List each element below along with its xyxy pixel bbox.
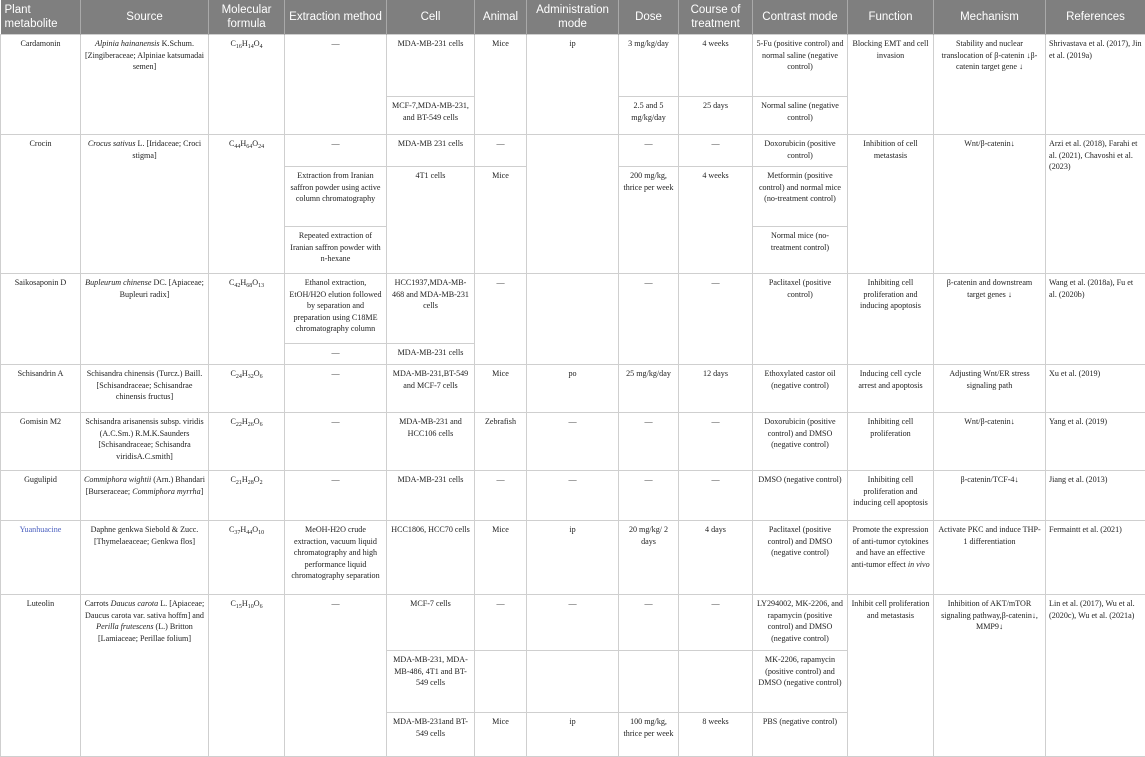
- references-cell: Fermaintt et al. (2021): [1046, 521, 1145, 595]
- animal-cell: —: [475, 274, 527, 365]
- course-cell: —: [679, 135, 753, 167]
- mechanism-cell: Activate PKC and induce THP-1 differentiation: [934, 521, 1046, 595]
- header-dose: Dose: [619, 0, 679, 35]
- references-cell: Shrivastava et al. (2017), Jin et al. (2019a): [1046, 35, 1145, 135]
- references-cell: Arzi et al. (2018), Farahi et al. (2021), Chavoshi et al. (2023): [1046, 135, 1145, 274]
- extraction-cell: —: [285, 365, 387, 413]
- metabolite-cell[interactable]: [1, 521, 81, 595]
- course-cell: —: [679, 274, 753, 365]
- dose-cell: 20 mg/kg/ 2 days: [619, 521, 679, 595]
- source-cell: Commiphora wightii (Arn.) Bhandari [Burseraceae; Commiphora myrrha]: [81, 471, 209, 521]
- header-mechanism: Mechanism: [934, 0, 1046, 35]
- formula-cell: $C_{16}H_{14}O_4$: [209, 35, 285, 135]
- function-cell: Blocking EMT and cell invasion: [848, 35, 934, 135]
- header-function: Function: [848, 0, 934, 35]
- formula-cell: $C_{42}H_{68}O_{13}$: [209, 274, 285, 365]
- contrast-cell: PBS (negative control): [753, 713, 848, 757]
- extraction-cell: Ethanol extraction, EtOH/H2O elution followed by separation and preparation using C18ME chromatography column: [285, 274, 387, 344]
- contrast-cell: LY294002, MK-2206, and rapamycin (positive control) and DMSO (negative control): [753, 595, 848, 651]
- animal-cell: —: [475, 135, 527, 167]
- cell-line: MDA-MB-231,BT-549 and MCF-7 cells: [387, 365, 475, 413]
- course-cell: —: [679, 471, 753, 521]
- animal-cell: Mice: [475, 365, 527, 413]
- extraction-cell: MeOH-H2O crude extraction, vacuum liquid chromatography and high performance liquid chromatography separation: [285, 521, 387, 595]
- dose-cell: —: [619, 471, 679, 521]
- function-cell: Inducing cell cycle arrest and apoptosis: [848, 365, 934, 413]
- table-row: [1, 413, 1145, 471]
- contrast-cell: Metformin (positive control) and normal mice (no-treatment control): [753, 167, 848, 227]
- mechanism-cell: Stability and nuclear translocation of β-catenin ↓β-catenin target gene ↓: [934, 35, 1046, 135]
- course-cell: —: [679, 595, 753, 651]
- metabolite-cell: Crocin: [1, 135, 81, 274]
- dose-cell: 100 mg/kg, thrice per week: [619, 713, 679, 757]
- metabolite-cell: Schisandrin A: [1, 365, 81, 413]
- animal-cell: Mice: [475, 713, 527, 757]
- header-extraction-method: Extraction method: [285, 0, 387, 35]
- animal-cell: [475, 651, 527, 713]
- metabolite-cell: Luteolin: [1, 595, 81, 757]
- dose-cell: —: [619, 413, 679, 471]
- table-row: [1, 35, 1145, 97]
- formula-cell: $C_{44}H_{64}O_{24}$: [209, 135, 285, 274]
- table-row: [1, 471, 1145, 521]
- cell-line: MDA-MB-231, MDA-MB-486, 4T1 and BT-549 cells: [387, 651, 475, 713]
- function-cell: Inhibiting cell proliferation and inducing apoptosis: [848, 274, 934, 365]
- table-row: [1, 595, 1145, 651]
- extraction-cell: —: [285, 471, 387, 521]
- formula-cell: $C_{37}H_{44}O_{10}$: [209, 521, 285, 595]
- table-header-row: [1, 0, 1145, 35]
- extraction-cell: —: [285, 135, 387, 167]
- admin-cell: ip: [527, 35, 619, 135]
- course-cell: [679, 651, 753, 713]
- contrast-cell: Ethoxylated castor oil (negative control): [753, 365, 848, 413]
- mechanism-cell: β-catenin and downstream target genes ↓: [934, 274, 1046, 365]
- cell-line: HCC1937,MDA-MB-468 and MDA-MB-231 cells: [387, 274, 475, 344]
- cell-line: MDA-MB-231 cells: [387, 344, 475, 365]
- dose-cell: 200 mg/kg, thrice per week: [619, 167, 679, 274]
- source-cell: Bupleurum chinense DC. [Apiaceae; Bupleuri radix]: [81, 274, 209, 365]
- admin-cell: [527, 274, 619, 365]
- function-cell: Inhibition of cell metastasis: [848, 135, 934, 274]
- table-row: [1, 274, 1145, 344]
- references-cell: Wang et al. (2018a), Fu et al. (2020b): [1046, 274, 1145, 365]
- animal-cell: —: [475, 471, 527, 521]
- admin-cell: [527, 135, 619, 274]
- source-cell: Crocus sativus L. [Iridaceae; Croci stigma]: [81, 135, 209, 274]
- header-animal: Animal: [475, 0, 527, 35]
- contrast-cell: 5-Fu (positive control) and normal saline (negative control): [753, 35, 848, 97]
- extraction-cell: Repeated extraction of Iranian saffron powder with n-hexane: [285, 227, 387, 274]
- cell-line: 4T1 cells: [387, 167, 475, 274]
- references-cell: Jiang et al. (2013): [1046, 471, 1145, 521]
- formula-cell: $C_{15}H_{10}O_6$: [209, 595, 285, 757]
- header-source: Source: [81, 0, 209, 35]
- mechanism-cell: Inhibition of AKT/mTOR signaling pathway,β-catenin↓, MMP9↓: [934, 595, 1046, 757]
- course-cell: 4 weeks: [679, 167, 753, 274]
- contrast-cell: Normal mice (no-treatment control): [753, 227, 848, 274]
- course-cell: 4 weeks: [679, 35, 753, 97]
- animal-cell: Mice: [475, 521, 527, 595]
- function-cell: Promote the expression of anti-tumor cytokines and have an effective anti-tumor effect in vivo: [848, 521, 934, 595]
- references-cell: Yang et al. (2019): [1046, 413, 1145, 471]
- references-cell: Lin et al. (2017), Wu et al. (2020c), Wu et al. (2021a): [1046, 595, 1145, 757]
- header-contrast-mode: Contrast mode: [753, 0, 848, 35]
- function-cell: Inhibiting cell proliferation: [848, 413, 934, 471]
- dose-cell: 25 mg/kg/day: [619, 365, 679, 413]
- header-course-of-treatment: Course of treatment: [679, 0, 753, 35]
- formula-cell: $C_{24}H_{32}O_6$: [209, 365, 285, 413]
- admin-cell: po: [527, 365, 619, 413]
- cell-line: MDA-MB-231 cells: [387, 35, 475, 97]
- contrast-cell: Normal saline (negative control): [753, 97, 848, 135]
- extraction-cell: —: [285, 344, 387, 365]
- mechanism-cell: Wnt/β-catenin↓: [934, 135, 1046, 274]
- source-cell: Schisandra chinensis (Turcz.) Baill. [Schisandraceae; Schisandrae chinensis fructus]: [81, 365, 209, 413]
- header-administration-mode: Administration mode: [527, 0, 619, 35]
- admin-cell: [527, 651, 619, 713]
- contrast-cell: MK-2206, rapamycin (positive control) and DMSO (negative control): [753, 651, 848, 713]
- header-molecular-formula: Molecular formula: [209, 0, 285, 35]
- course-cell: —: [679, 413, 753, 471]
- animal-cell: Mice: [475, 167, 527, 274]
- admin-cell: ip: [527, 713, 619, 757]
- course-cell: 12 days: [679, 365, 753, 413]
- contrast-cell: Doxorubicin (positive control) and DMSO (negative control): [753, 413, 848, 471]
- metabolite-cell: Gomisin M2: [1, 413, 81, 471]
- table-row: [1, 521, 1145, 595]
- course-cell: 25 days: [679, 97, 753, 135]
- animal-cell: Zebrafish: [475, 413, 527, 471]
- extraction-cell: —: [285, 35, 387, 135]
- dose-cell: —: [619, 135, 679, 167]
- formula-cell: $C_{22}H_{26}O_6$: [209, 413, 285, 471]
- source-cell: Schisandra arisanensis subsp. viridis (A.C.Sm.) R.M.K.Saunders [Schisandraceae; Schisandra viridisA.C.smith]: [81, 413, 209, 471]
- source-cell: Carrots Daucus carota L. [Apiaceae; Daucus carota var. sativa hoffm] and Perilla frutescens (L.) Britton [Lamiaceae; Perillae folium]: [81, 595, 209, 757]
- dose-cell: 2.5 and 5 mg/kg/day: [619, 97, 679, 135]
- metabolite-cell: Saikosaponin D: [1, 274, 81, 365]
- animal-cell: —: [475, 595, 527, 651]
- function-cell: Inhibiting cell proliferation and inducing cell apoptosis: [848, 471, 934, 521]
- table-row: [1, 135, 1145, 167]
- contrast-cell: Paclitaxel (positive control): [753, 274, 848, 365]
- mechanism-cell: Adjusting Wnt/ER stress signaling path: [934, 365, 1046, 413]
- admin-cell: —: [527, 413, 619, 471]
- header-cell: Cell: [387, 0, 475, 35]
- cell-line: MDA-MB-231and BT-549 cells: [387, 713, 475, 757]
- admin-cell: —: [527, 595, 619, 651]
- dose-cell: [619, 651, 679, 713]
- extraction-cell: —: [285, 413, 387, 471]
- extraction-cell: Extraction from Iranian saffron powder using active column chromatography: [285, 167, 387, 227]
- table-row: [1, 365, 1145, 413]
- cell-line: MDA-MB-231 and HCC106 cells: [387, 413, 475, 471]
- references-cell: Xu et al. (2019): [1046, 365, 1145, 413]
- cell-line: MCF-7 cells: [387, 595, 475, 651]
- header-plant-metabolite: Plant metabolite: [1, 0, 81, 35]
- contrast-cell: DMSO (negative control): [753, 471, 848, 521]
- function-cell: Inhibit cell proliferation and metastasis: [848, 595, 934, 757]
- cell-line: MCF-7,MDA-MB-231, and BT-549 cells: [387, 97, 475, 135]
- contrast-cell: Doxorubicin (positive control): [753, 135, 848, 167]
- source-cell: Daphne genkwa Siebold & Zucc. [Thymelaeaceae; Genkwa flos]: [81, 521, 209, 595]
- contrast-cell: Paclitaxel (positive control) and DMSO (negative control): [753, 521, 848, 595]
- animal-cell: Mice: [475, 35, 527, 135]
- admin-cell: —: [527, 471, 619, 521]
- source-cell: Alpinia hainanensis K.Schum. [Zingiberaceae; Alpiniae katsumadai semen]: [81, 35, 209, 135]
- extraction-cell: —: [285, 595, 387, 757]
- cell-line: MDA-MB 231 cells: [387, 135, 475, 167]
- dose-cell: —: [619, 595, 679, 651]
- metabolite-link[interactable]: Yuanhuacine: [20, 525, 62, 534]
- course-cell: 4 days: [679, 521, 753, 595]
- cell-line: MDA-MB-231 cells: [387, 471, 475, 521]
- formula-cell: $C_{21}H_{28}O_2$: [209, 471, 285, 521]
- cell-line: HCC1806, HCC70 cells: [387, 521, 475, 595]
- dose-cell: 3 mg/kg/day: [619, 35, 679, 97]
- admin-cell: ip: [527, 521, 619, 595]
- mechanism-cell: β-catenin/TCF-4↓: [934, 471, 1046, 521]
- dose-cell: —: [619, 274, 679, 365]
- mechanism-cell: Wnt/β-catenin↓: [934, 413, 1046, 471]
- metabolite-cell: Gugulipid: [1, 471, 81, 521]
- metabolite-cell: Cardamonin: [1, 35, 81, 135]
- course-cell: 8 weeks: [679, 713, 753, 757]
- header-references: References: [1046, 0, 1145, 35]
